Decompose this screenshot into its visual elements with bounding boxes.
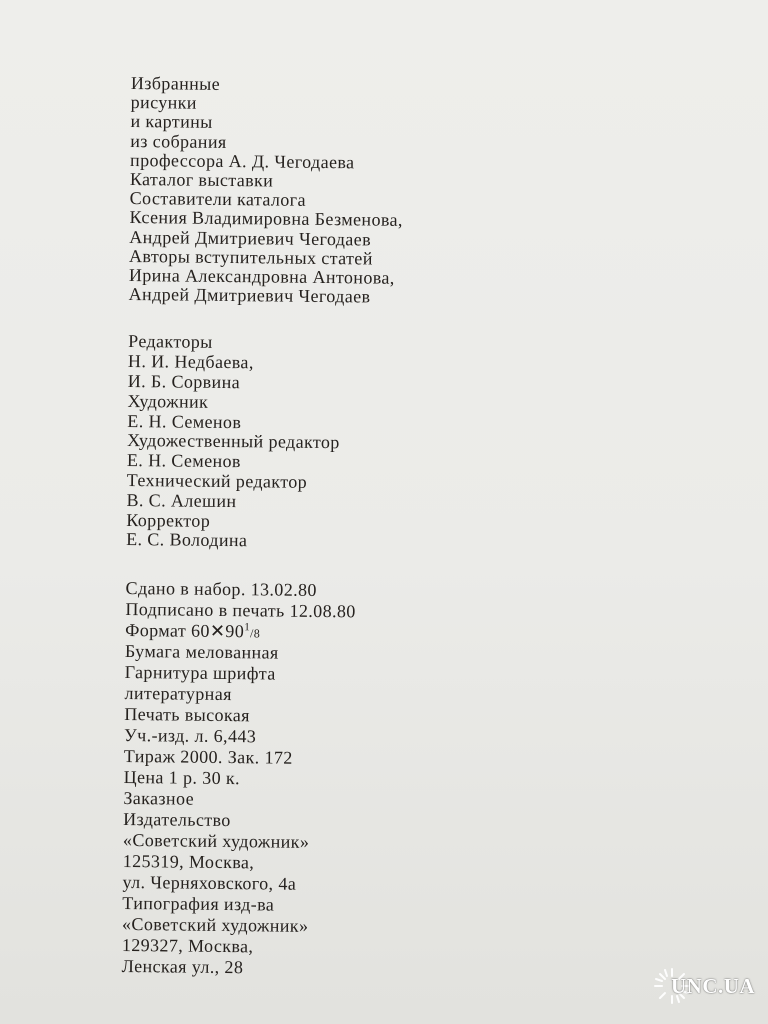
format-superscript: 1 [244, 621, 251, 634]
print-line: Гарнитура шрифта [124, 662, 276, 684]
print-line: Печать высокая [124, 704, 251, 726]
title-line: рисунки [130, 92, 198, 113]
credit-line: Редакторы [128, 331, 213, 353]
credit-line: Е. Н. Семенов [126, 450, 241, 472]
format-subscript: /8 [249, 626, 261, 641]
print-line: Типография изд-ва [122, 893, 275, 915]
title-line: Составители каталога [129, 188, 307, 211]
print-line: Тираж 2000. Зак. 172 [123, 746, 293, 768]
print-line: Цена 1 р. 30 к. [123, 767, 241, 789]
print-line: Уч.-изд. л. 6,443 [123, 725, 257, 747]
print-line: «Советский художник» [121, 914, 309, 937]
credits-block [126, 332, 688, 556]
print-line: 129327, Москва, [121, 935, 254, 957]
credit-line: Е. С. Володина [126, 529, 248, 551]
print-line: Ленская ул., 28 [121, 956, 244, 978]
format-base: 90 [225, 621, 245, 642]
credit-line: Корректор [126, 509, 211, 531]
format-prefix: Формат 60 [125, 620, 210, 642]
credit-line: Е. Н. Семенов [127, 410, 242, 432]
credit-line: Художественный редактор [127, 430, 340, 453]
site-watermark [652, 964, 762, 1014]
print-line: ул. Черняховского, 4а [122, 872, 297, 894]
title-line: из собрания [130, 130, 227, 152]
catalog-title-block [129, 74, 691, 310]
print-line: «Советский художник» [122, 830, 310, 853]
title-line: Ксения Владимировна Безменова, [129, 207, 403, 231]
credit-line: И. Б. Сорвина [127, 371, 241, 393]
title-line: Избранные [130, 73, 221, 94]
watermark-text: UNC.UA [671, 974, 756, 998]
credit-line: Художник [127, 390, 209, 412]
submitted-line: Сдано в набор. 13.02.80 [125, 578, 317, 601]
print-line: Издательство [123, 809, 231, 831]
print-line: 125319, Москва, [122, 851, 255, 873]
print-line: Бумага мелованная [124, 641, 279, 663]
print-line: литературная [124, 683, 232, 705]
title-line: Авторы вступительных статей [128, 245, 373, 269]
format-times-sign: ✕ [209, 621, 226, 642]
title-line: Андрей Дмитриевич Чегодаев [128, 284, 371, 307]
title-line: и картины [130, 111, 213, 133]
title-line: Андрей Дмитриевич Чегодаев [129, 226, 372, 250]
print-line: Заказное [123, 788, 195, 809]
title-line: профессора А. Д. Чегодаева [129, 149, 355, 173]
colophon-text [122, 74, 691, 983]
title-line: Ирина Александровна Антонова, [128, 265, 395, 288]
title-line: Каталог выставки [129, 169, 274, 191]
print-details-block [122, 578, 686, 983]
credit-line: В. С. Алешин [126, 489, 237, 511]
credit-line: Н. И. Недбаева, [127, 351, 254, 373]
credit-line: Технический редактор [126, 469, 308, 492]
signed-line: Подписано в печать 12.08.80 [125, 599, 356, 622]
